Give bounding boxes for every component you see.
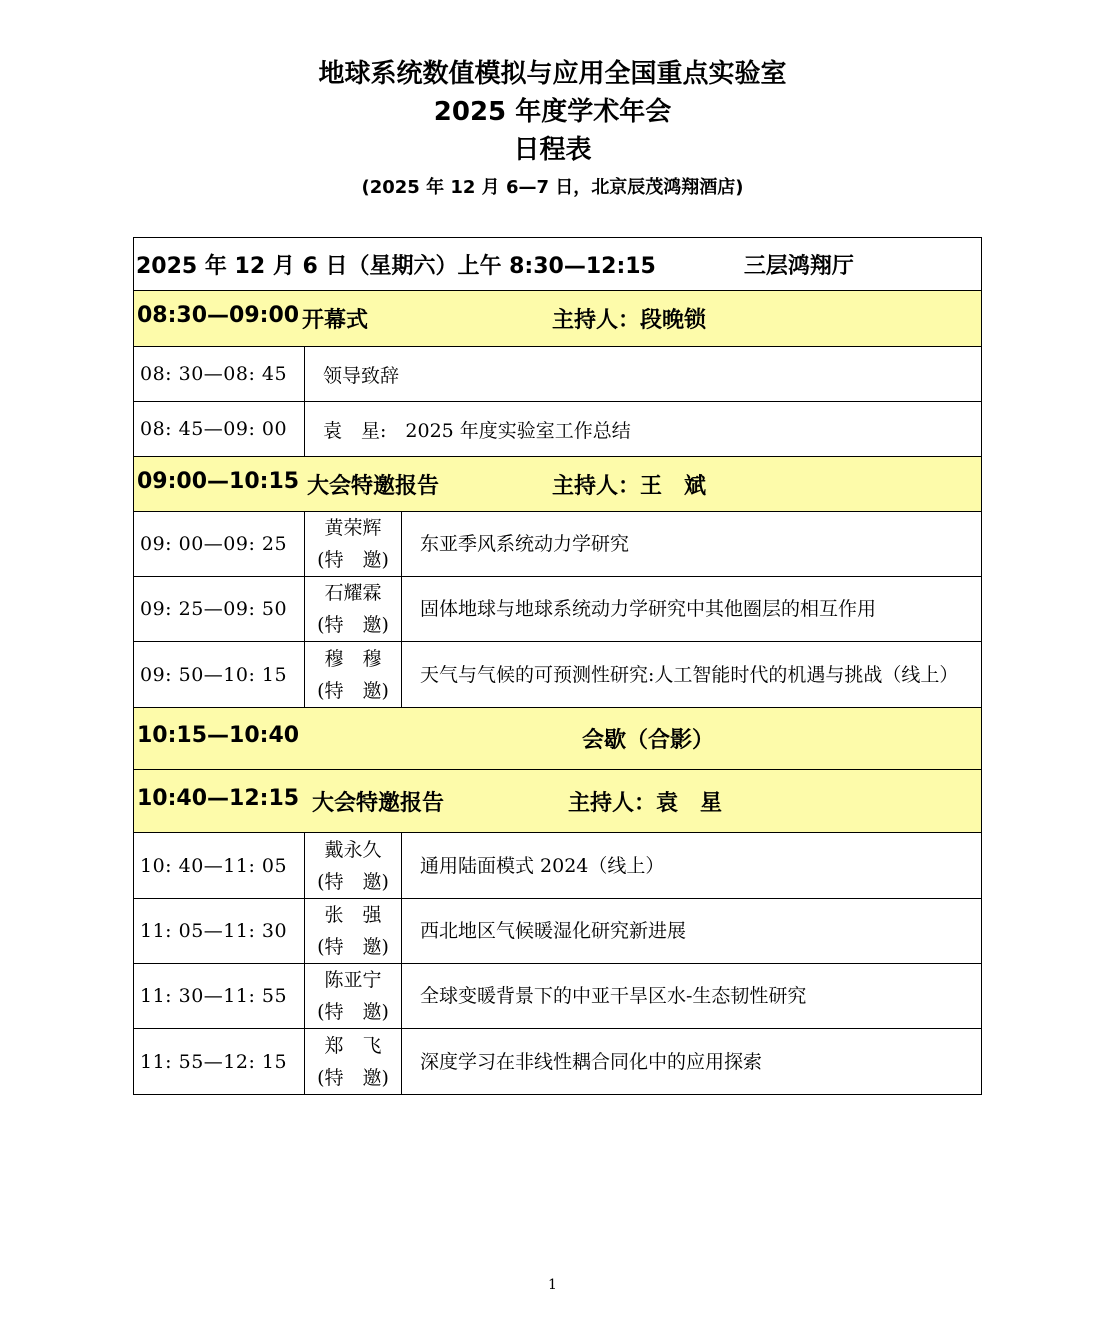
page-subtitle-year: 2025 年度学术年会 [433,97,672,127]
speaker-cell [305,512,402,577]
session-header [134,291,982,347]
item-text: 领导致辞 [305,347,982,402]
table-row [134,347,982,402]
break-label: 会歇（合影） [582,728,715,753]
speaker-name: 石耀霖 [324,582,382,604]
speaker-name: 穆 穆 [324,647,382,670]
talk-topic: 通用陆面模式 2024（线上） [402,833,982,899]
table-row [134,512,982,577]
session-host: 主持人：王 斌 [552,473,707,499]
speaker-name: 张 强 [324,904,382,926]
speaker-role: (特 邀) [317,614,389,636]
session-name: 大会特邀报告 [312,790,445,816]
page-number: 1 [548,1277,557,1293]
speaker-role: (特 邀) [317,1066,389,1089]
speaker-cell [305,642,402,708]
title-block [0,55,1105,203]
session-time: 10:40—12:15 [137,785,300,811]
item-time: 08: 45—09: 00 [134,402,305,457]
session-host: 主持人：袁 星 [568,790,723,816]
speaker-role: (特 邀) [317,870,389,893]
table-row [134,899,982,964]
talk-topic: 天气与气候的可预测性研究:人工智能时代的机遇与挑战（线上） [402,642,982,708]
day-header-row [134,238,982,291]
session-host: 主持人：段晚锁 [552,308,707,333]
session-time: 09:00—10:15 [137,468,300,494]
speaker-name: 黄荣辉 [324,517,382,539]
table-row [134,964,982,1029]
item-time: 11: 05—11: 30 [134,899,305,964]
speaker-cell [305,964,402,1029]
day-room: 三层鸿翔厅 [743,253,854,279]
talk-topic: 固体地球与地球系统动力学研究中其他圈层的相互作用 [402,577,982,642]
date-venue: (2025 年 12 月 6—7 日，北京辰茂鸿翔酒店) [361,177,744,198]
item-text: 袁 星: 2025 年度实验室工作总结 [305,402,982,457]
day-date-time: 2025 年 12 月 6 日（星期六）上午 8:30—12:15 [136,253,656,279]
item-time: 09: 00—09: 25 [134,512,305,577]
table-row [134,642,982,708]
speaker-role: (特 邀) [317,679,389,702]
table-row [134,833,982,899]
item-time: 11: 55—12: 15 [134,1029,305,1095]
schedule-table [133,237,982,1095]
item-time: 10: 40—11: 05 [134,833,305,899]
speaker-role: (特 邀) [317,1001,389,1023]
page-subtitle-schedule: 日程表 [513,135,592,165]
speaker-cell [305,899,402,964]
session-name: 开幕式 [302,308,369,333]
item-time: 09: 50—10: 15 [134,642,305,708]
item-time: 09: 25—09: 50 [134,577,305,642]
page-title: 地球系统数值模拟与应用全国重点实验室 [318,59,787,89]
table-row [134,402,982,457]
session-name: 大会特邀报告 [307,473,440,499]
speaker-name: 陈亚宁 [324,969,382,991]
session-header [134,770,982,833]
speaker-role: (特 邀) [317,549,389,571]
talk-topic: 东亚季风系统动力学研究 [402,512,982,577]
break-row [134,708,982,770]
session-header [134,457,982,512]
talk-topic: 西北地区气候暖湿化研究新进展 [402,899,982,964]
break-time: 10:15—10:40 [137,723,300,748]
table-row [134,1029,982,1095]
talk-topic: 深度学习在非线性耦合同化中的应用探索 [402,1029,982,1095]
item-time: 08: 30—08: 45 [134,347,305,402]
speaker-role: (特 邀) [317,936,389,958]
item-time: 11: 30—11: 55 [134,964,305,1029]
speaker-cell [305,1029,402,1095]
speaker-cell [305,833,402,899]
talk-topic: 全球变暖背景下的中亚干旱区水-生态韧性研究 [402,964,982,1029]
speaker-name: 戴永久 [324,838,382,861]
speaker-cell [305,577,402,642]
session-time: 08:30—09:00 [137,303,300,328]
speaker-name: 郑 飞 [324,1034,382,1057]
table-row [134,577,982,642]
